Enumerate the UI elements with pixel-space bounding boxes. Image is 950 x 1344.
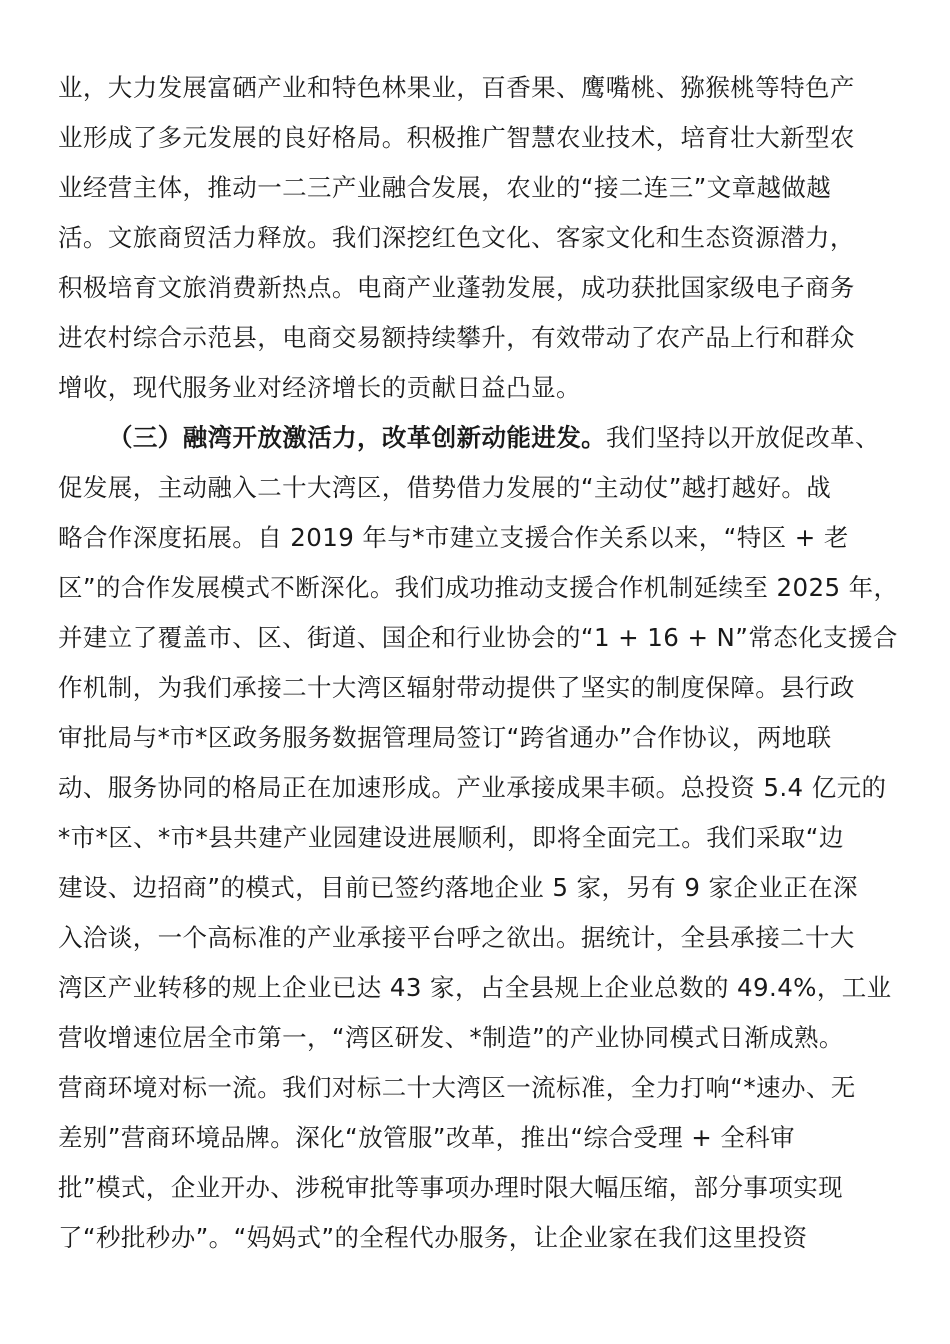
body-line-3: 业经营主体，推动一二三产业融合发展，农业的“接二连三”文章越做越 [58, 173, 832, 202]
body-line-18: 入洽谈，一个高标准的产业承接平台呼之欲出。据统计，全县承接二十大 [58, 923, 855, 952]
body-line-6: 进农村综合示范县，电商交易额持续攀升，有效带动了农产品上行和群众 [58, 323, 855, 352]
body-line-22: 差别”营商环境品牌。深化“放管服”改革，推出“综合受理 + 全科审 [58, 1123, 796, 1152]
body-line-4: 活。文旅商贸活力释放。我们深挖红色文化、客家文化和生态资源潜力， [58, 223, 855, 252]
body-line-8: 我们坚持以开放促改革、 [606, 423, 880, 452]
body-line-5: 积极培育文旅消费新热点。电商产业蓬勃发展，成功获批国家级电子商务 [58, 273, 855, 302]
body-line-17: 建设、边招商”的模式，目前已签约落地企业 5 家，另有 9 家企业正在深 [58, 873, 858, 902]
body-line-11: 区”的合作发展模式不断深化。我们成功推动支援合作机制延续至 2025 年， [58, 573, 899, 602]
body-line-24: 了“秒批秒办”。“妈妈式”的全程代办服务，让企业家在我们这里投资 [58, 1223, 808, 1252]
body-line-19: 湾区产业转移的规上企业已达 43 家，占全县规上企业总数的 49.4%，工业 [58, 973, 892, 1002]
body-line-21: 营商环境对标一流。我们对标二十大湾区一流标准，全力打响“*速办、无 [58, 1073, 856, 1102]
section-paragraph-start [108, 423, 880, 453]
body-line-20: 营收增速位居全市第一，“湾区研发、*制造”的产业协同模式日渐成熟。 [58, 1023, 844, 1052]
body-line-10: 略合作深度拓展。自 2019 年与*市建立支援合作关系以来，“特区 + 老 [58, 523, 849, 552]
body-line-7: 增收，现代服务业对经济增长的贡献日益凸显。 [58, 373, 581, 402]
body-line-12: 并建立了覆盖市、区、街道、国企和行业协会的“1 + 16 + N”常态化支援合 [58, 623, 898, 652]
body-line-13: 作机制，为我们承接二十大湾区辐射带动提供了坚实的制度保障。县行政 [58, 673, 855, 702]
body-line-23: 批”模式，企业开办、涉税审批等事项办理时限大幅压缩，部分事项实现 [58, 1173, 843, 1202]
section-heading: （三）融湾开放激活力，改革创新动能进发。 [108, 423, 606, 452]
body-line-15: 动、服务协同的格局正在加速形成。产业承接成果丰硕。总投资 5.4 亿元的 [58, 773, 887, 802]
body-line-14: 审批局与*市*区政务服务数据管理局签订“跨省通办”合作协议，两地联 [58, 723, 832, 752]
body-line-16: *市*区、*市*县共建产业园建设进展顺利，即将全面完工。我们采取“边 [58, 823, 844, 852]
body-line-1: 业，大力发展富硒产业和特色林果业，百香果、鹰嘴桃、猕猴桃等特色产 [58, 73, 855, 102]
body-line-2: 业形成了多元发展的良好格局。积极推广智慧农业技术，培育壮大新型农 [58, 123, 855, 152]
body-line-9: 促发展，主动融入二十大湾区，借势借力发展的“主动仗”越打越好。战 [58, 473, 832, 502]
